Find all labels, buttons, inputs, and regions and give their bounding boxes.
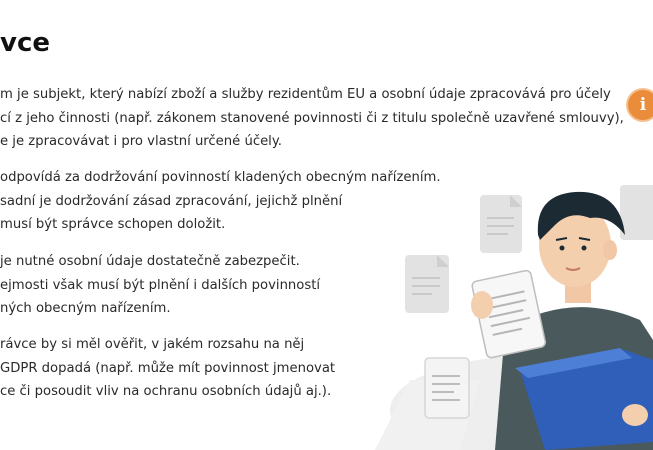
text-line: cí z jeho činnosti (např. zákonem stanovené povinnosti či z titulu společně uzavřené smlouvy), — [0, 110, 624, 126]
text-line: ejmosti však musí být plnění i dalších povinností — [0, 277, 321, 293]
paragraph-gdpr-scope — [0, 333, 335, 404]
text-line: je nutné osobní údaje dostatečně zabezpečit. — [0, 254, 300, 269]
text-line: rávce by si měl ověřit, v jakém rozsahu na něj — [0, 337, 305, 352]
paragraph-definition — [0, 83, 624, 154]
text-line: musí být správce schopen doložit. — [0, 217, 226, 232]
text-line: odpovídá za dodržování povinností kladených obecným nařízením. — [0, 170, 441, 185]
text-line: e je zpracovávat i pro vlastní určené účely. — [0, 134, 282, 149]
text-line: GDPR dopadá (např. může mít povinnost jmenovat — [0, 360, 336, 376]
text-line: ce či posoudit vliv na ochranu osobních údajů aj.). — [0, 384, 332, 399]
info-button[interactable] — [628, 90, 653, 120]
text-line: m je subjekt, který nabízí zboží a služby rezidentům EU a osobní údaje zpracovává pro účely — [0, 87, 611, 102]
document-icon — [405, 255, 449, 313]
document-icon — [425, 358, 469, 418]
text-line: sadní je dodržování zásad zpracování, jejichž plnění — [0, 193, 343, 209]
person-with-documents-illustration — [370, 180, 653, 450]
document-icon — [480, 195, 522, 253]
paragraph-security — [0, 250, 320, 321]
person-hand — [622, 404, 648, 426]
document-icon — [620, 185, 653, 240]
person-hand — [471, 291, 493, 319]
page-title: vce — [0, 28, 50, 58]
info-icon: i — [639, 95, 647, 115]
text-line: ných obecným nařízením. — [0, 301, 171, 316]
